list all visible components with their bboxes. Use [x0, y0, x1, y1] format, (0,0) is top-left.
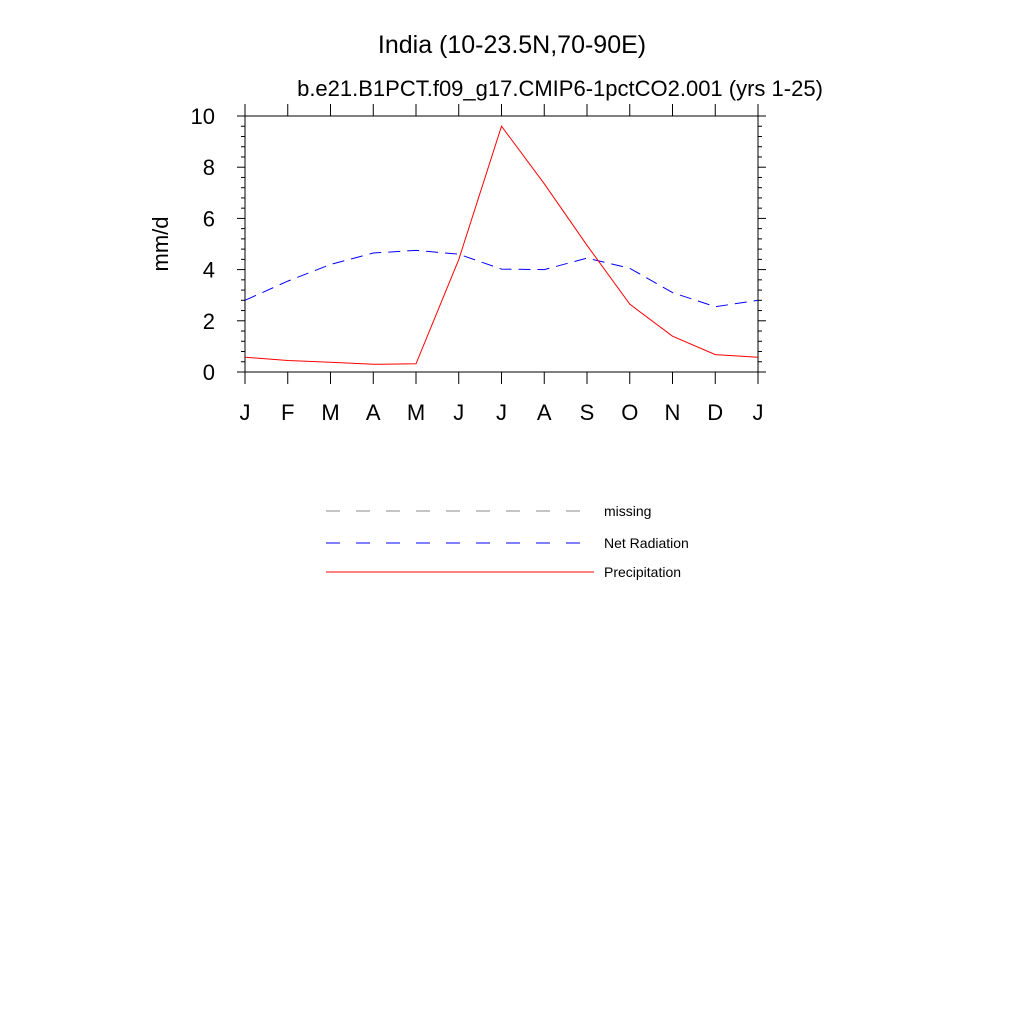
- x-tick-label: A: [365, 400, 381, 425]
- legend-label: Precipitation: [604, 564, 682, 580]
- y-tick-label: 4: [202, 257, 215, 283]
- x-tick-label: J: [453, 400, 465, 425]
- chart-title: India (10-23.5N,70-90E): [377, 31, 647, 59]
- legend: [326, 503, 689, 580]
- x-tick-label: S: [579, 400, 595, 425]
- plot-frame: [245, 116, 758, 372]
- y-tick-label: 10: [190, 104, 215, 129]
- y-tick-label: 0: [202, 360, 215, 385]
- chart-subtitle: b.e21.B1PCT.f09_g17.CMIP6-1pctCO2.001 (yrs 1-25): [297, 76, 823, 101]
- y-tick-label: 8: [202, 155, 215, 181]
- x-tick-label: J: [752, 400, 764, 425]
- x-tick-label: J: [239, 400, 251, 425]
- series-line-net-radiation: [245, 250, 758, 306]
- x-tick-label: A: [536, 400, 552, 425]
- x-tick-label: M: [406, 400, 426, 425]
- legend-label: missing: [604, 503, 652, 519]
- x-tick-label: M: [321, 400, 340, 425]
- y-tick-label: 2: [202, 308, 215, 334]
- series-line-precipitation: [245, 126, 758, 364]
- x-tick-label: J: [496, 400, 507, 425]
- y-axis-label: mm/d: [148, 216, 173, 272]
- x-tick-label: N: [664, 400, 681, 425]
- x-tick-label: F: [281, 400, 295, 425]
- series-layer: [245, 126, 758, 364]
- legend-label: Net Radiation: [604, 535, 689, 551]
- x-tick-label: D: [707, 400, 724, 425]
- x-tick-label: O: [621, 400, 639, 425]
- axis-ticks: [191, 104, 766, 425]
- y-tick-label: 6: [202, 206, 215, 232]
